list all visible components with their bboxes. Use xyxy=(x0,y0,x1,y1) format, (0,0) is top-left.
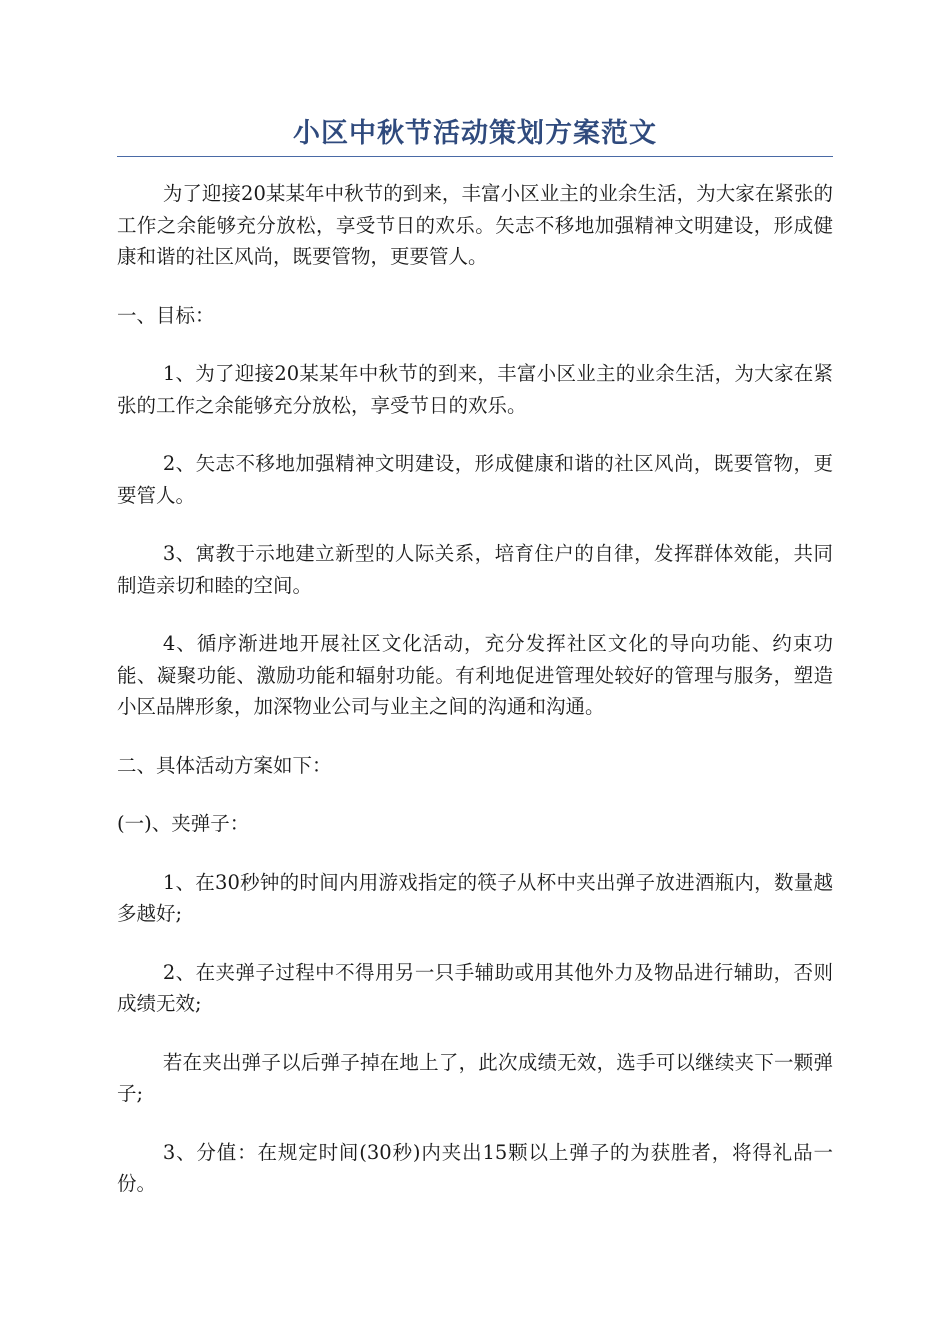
goal-item-2: 2、矢志不移地加强精神文明建设，形成健康和谐的社区风尚，既要管物，更要管人。 xyxy=(117,452,833,507)
document-body xyxy=(117,178,833,1200)
goal-item-4: 4、循序渐进地开展社区文化活动，充分发挥社区文化的导向功能、约束功能、凝聚功能、激励功能和辐射功能。有利地促进管理处较好的管理与服务，塑造小区品牌形象，加深物业公司与业主之间的沟通和沟通。 xyxy=(117,632,833,718)
rule-note: 若在夹出弹子以后弹子掉在地上了，此次成绩无效，选手可以继续夹下一颗弹子; xyxy=(117,1050,833,1105)
goal-item-1: 1、为了迎接20某某年中秋节的到来，丰富小区业主的业余生活，为大家在紧张的工作之余能够充分放松，享受节日的欢乐。 xyxy=(117,362,833,417)
paragraph-intro: 为了迎接20某某年中秋节的到来，丰富小区业主的业余生活，为大家在紧张的工作之余能够充分放松，享受节日的欢乐。矢志不移地加强精神文明建设，形成健康和谐的社区风尚，既要管物，更要管人。 xyxy=(117,182,833,268)
goal-item-3: 3、寓教于示地建立新型的人际关系，培育住户的自律，发挥群体效能，共同制造亲切和睦的空间。 xyxy=(117,542,833,597)
heading-activity-plan: 二、具体活动方案如下： xyxy=(117,753,332,777)
rule-item-2: 2、在夹弹子过程中不得用另一只手辅助或用其他外力及物品进行辅助，否则成绩无效; xyxy=(117,960,833,1015)
heading-marble-game: (一)、夹弹子： xyxy=(117,812,250,835)
document-title: 小区中秋节活动策划方案范文 xyxy=(117,116,833,157)
rule-item-1: 1、在30秒钟的时间内用游戏指定的筷子从杯中夹出弹子放进酒瓶内，数量越多越好; xyxy=(117,870,833,925)
heading-goals: 一、目标： xyxy=(117,303,215,327)
rule-item-3: 3、分值：在规定时间(30秒)内夹出15颗以上弹子的为获胜者，将得礼品一份。 xyxy=(117,1140,833,1195)
